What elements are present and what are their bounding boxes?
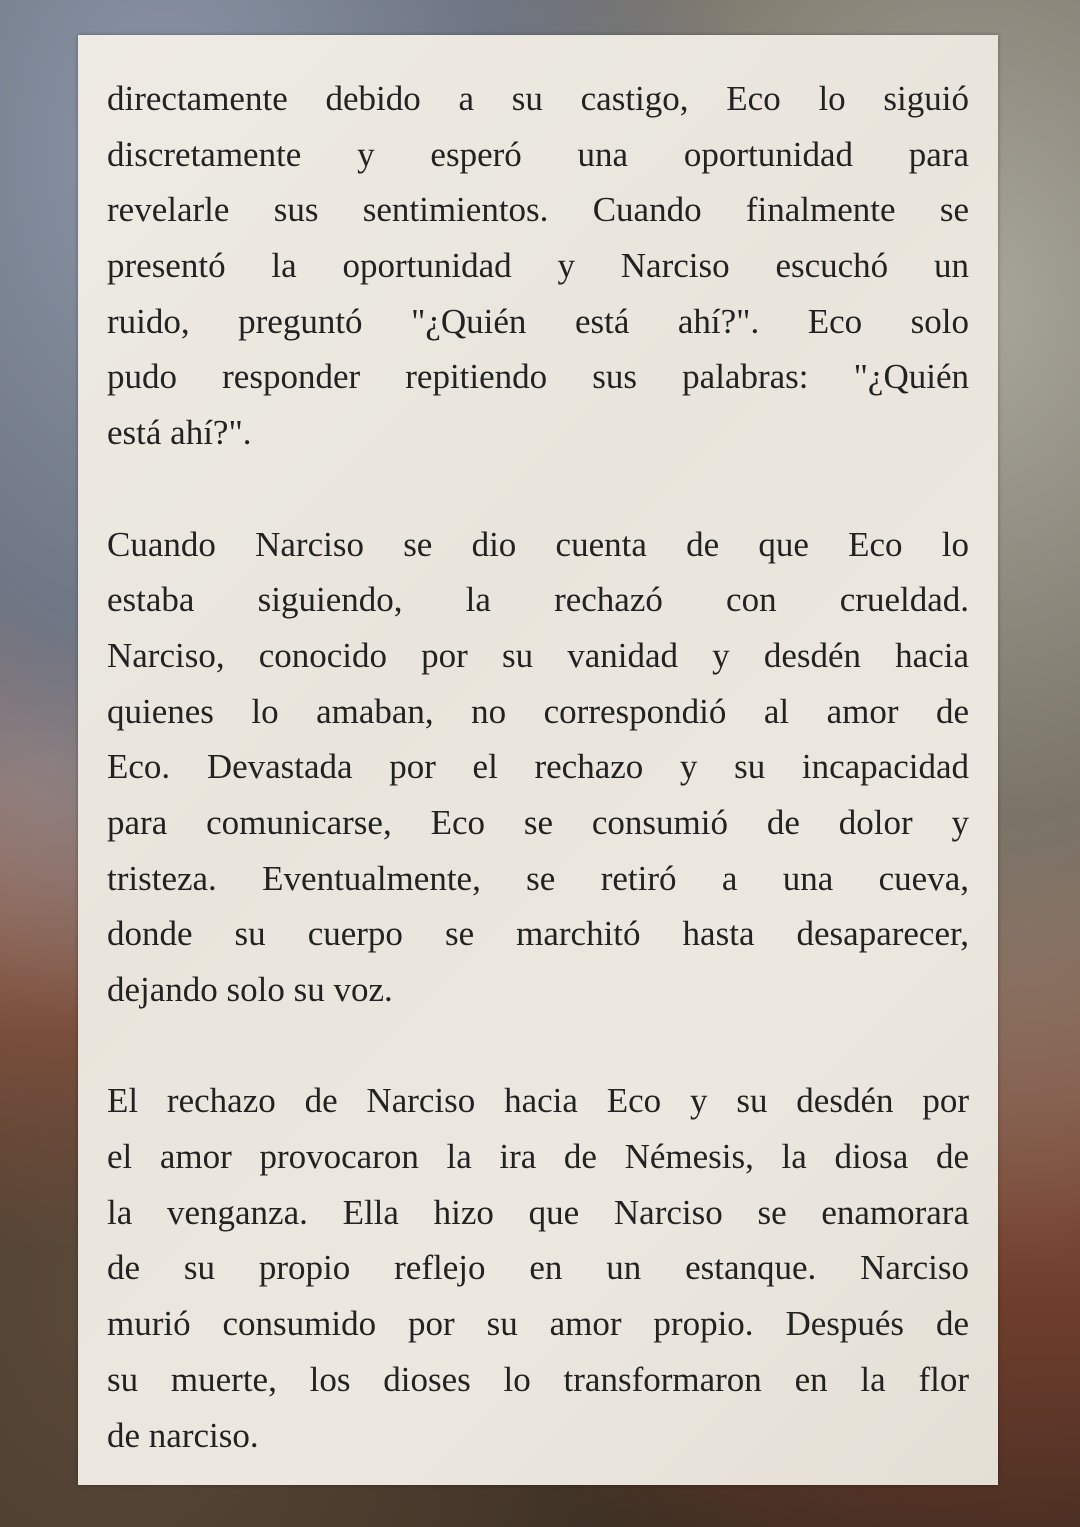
text-line: presentó la oportunidad y Narciso escuchó un: [107, 246, 969, 286]
paragraph: [107, 1073, 969, 1463]
text-line: discretamente y esperó una oportunidad para: [107, 134, 969, 174]
text-line: tristeza. Eventualmente, se retiró a una cueva,: [107, 858, 969, 898]
text-line: Eco. Devastada por el rechazo y su incapacidad: [107, 747, 969, 787]
text-line: murió consumido por su amor propio. Después de: [107, 1304, 969, 1344]
text-line: está ahí?".: [107, 413, 252, 453]
text-line: quienes lo amaban, no correspondió al amor de: [107, 691, 969, 731]
text-line: el amor provocaron la ira de Némesis, la diosa de: [107, 1137, 969, 1177]
text-line: la venganza. Ella hizo que Narciso se enamorara: [107, 1192, 969, 1232]
text-line: dejando solo su voz.: [107, 970, 393, 1009]
text-line: estaba siguiendo, la rechazó con crueldad.: [107, 580, 969, 620]
paper-panel: [78, 35, 998, 1485]
text-line: Narciso, conocido por su vanidad y desdén hacia: [107, 635, 969, 675]
text-line: de narciso.: [107, 1415, 259, 1455]
text-line: El rechazo de Narciso hacia Eco y su desdén por: [107, 1081, 969, 1121]
text-line: revelarle sus sentimientos. Cuando finalmente se: [107, 190, 969, 230]
text-line: directamente debido a su castigo, Eco lo siguió: [107, 79, 969, 118]
text-line: Cuando Narciso se dio cuenta de que Eco lo: [107, 524, 969, 564]
paragraph: [107, 71, 969, 461]
text-line: donde su cuerpo se marchitó hasta desaparecer,: [107, 914, 969, 954]
text-line: su muerte, los dioses lo transformaron en la flor: [107, 1359, 969, 1399]
text-line: ruido, preguntó "¿Quién está ahí?". Eco solo: [107, 301, 969, 341]
paragraph: [107, 517, 969, 1018]
document-body: [107, 71, 969, 1519]
text-line: de su propio reflejo en un estanque. Narciso: [107, 1248, 969, 1288]
text-line: pudo responder repitiendo sus palabras: "¿Quién: [107, 357, 969, 397]
text-line: para comunicarse, Eco se consumió de dolor y: [107, 802, 969, 842]
